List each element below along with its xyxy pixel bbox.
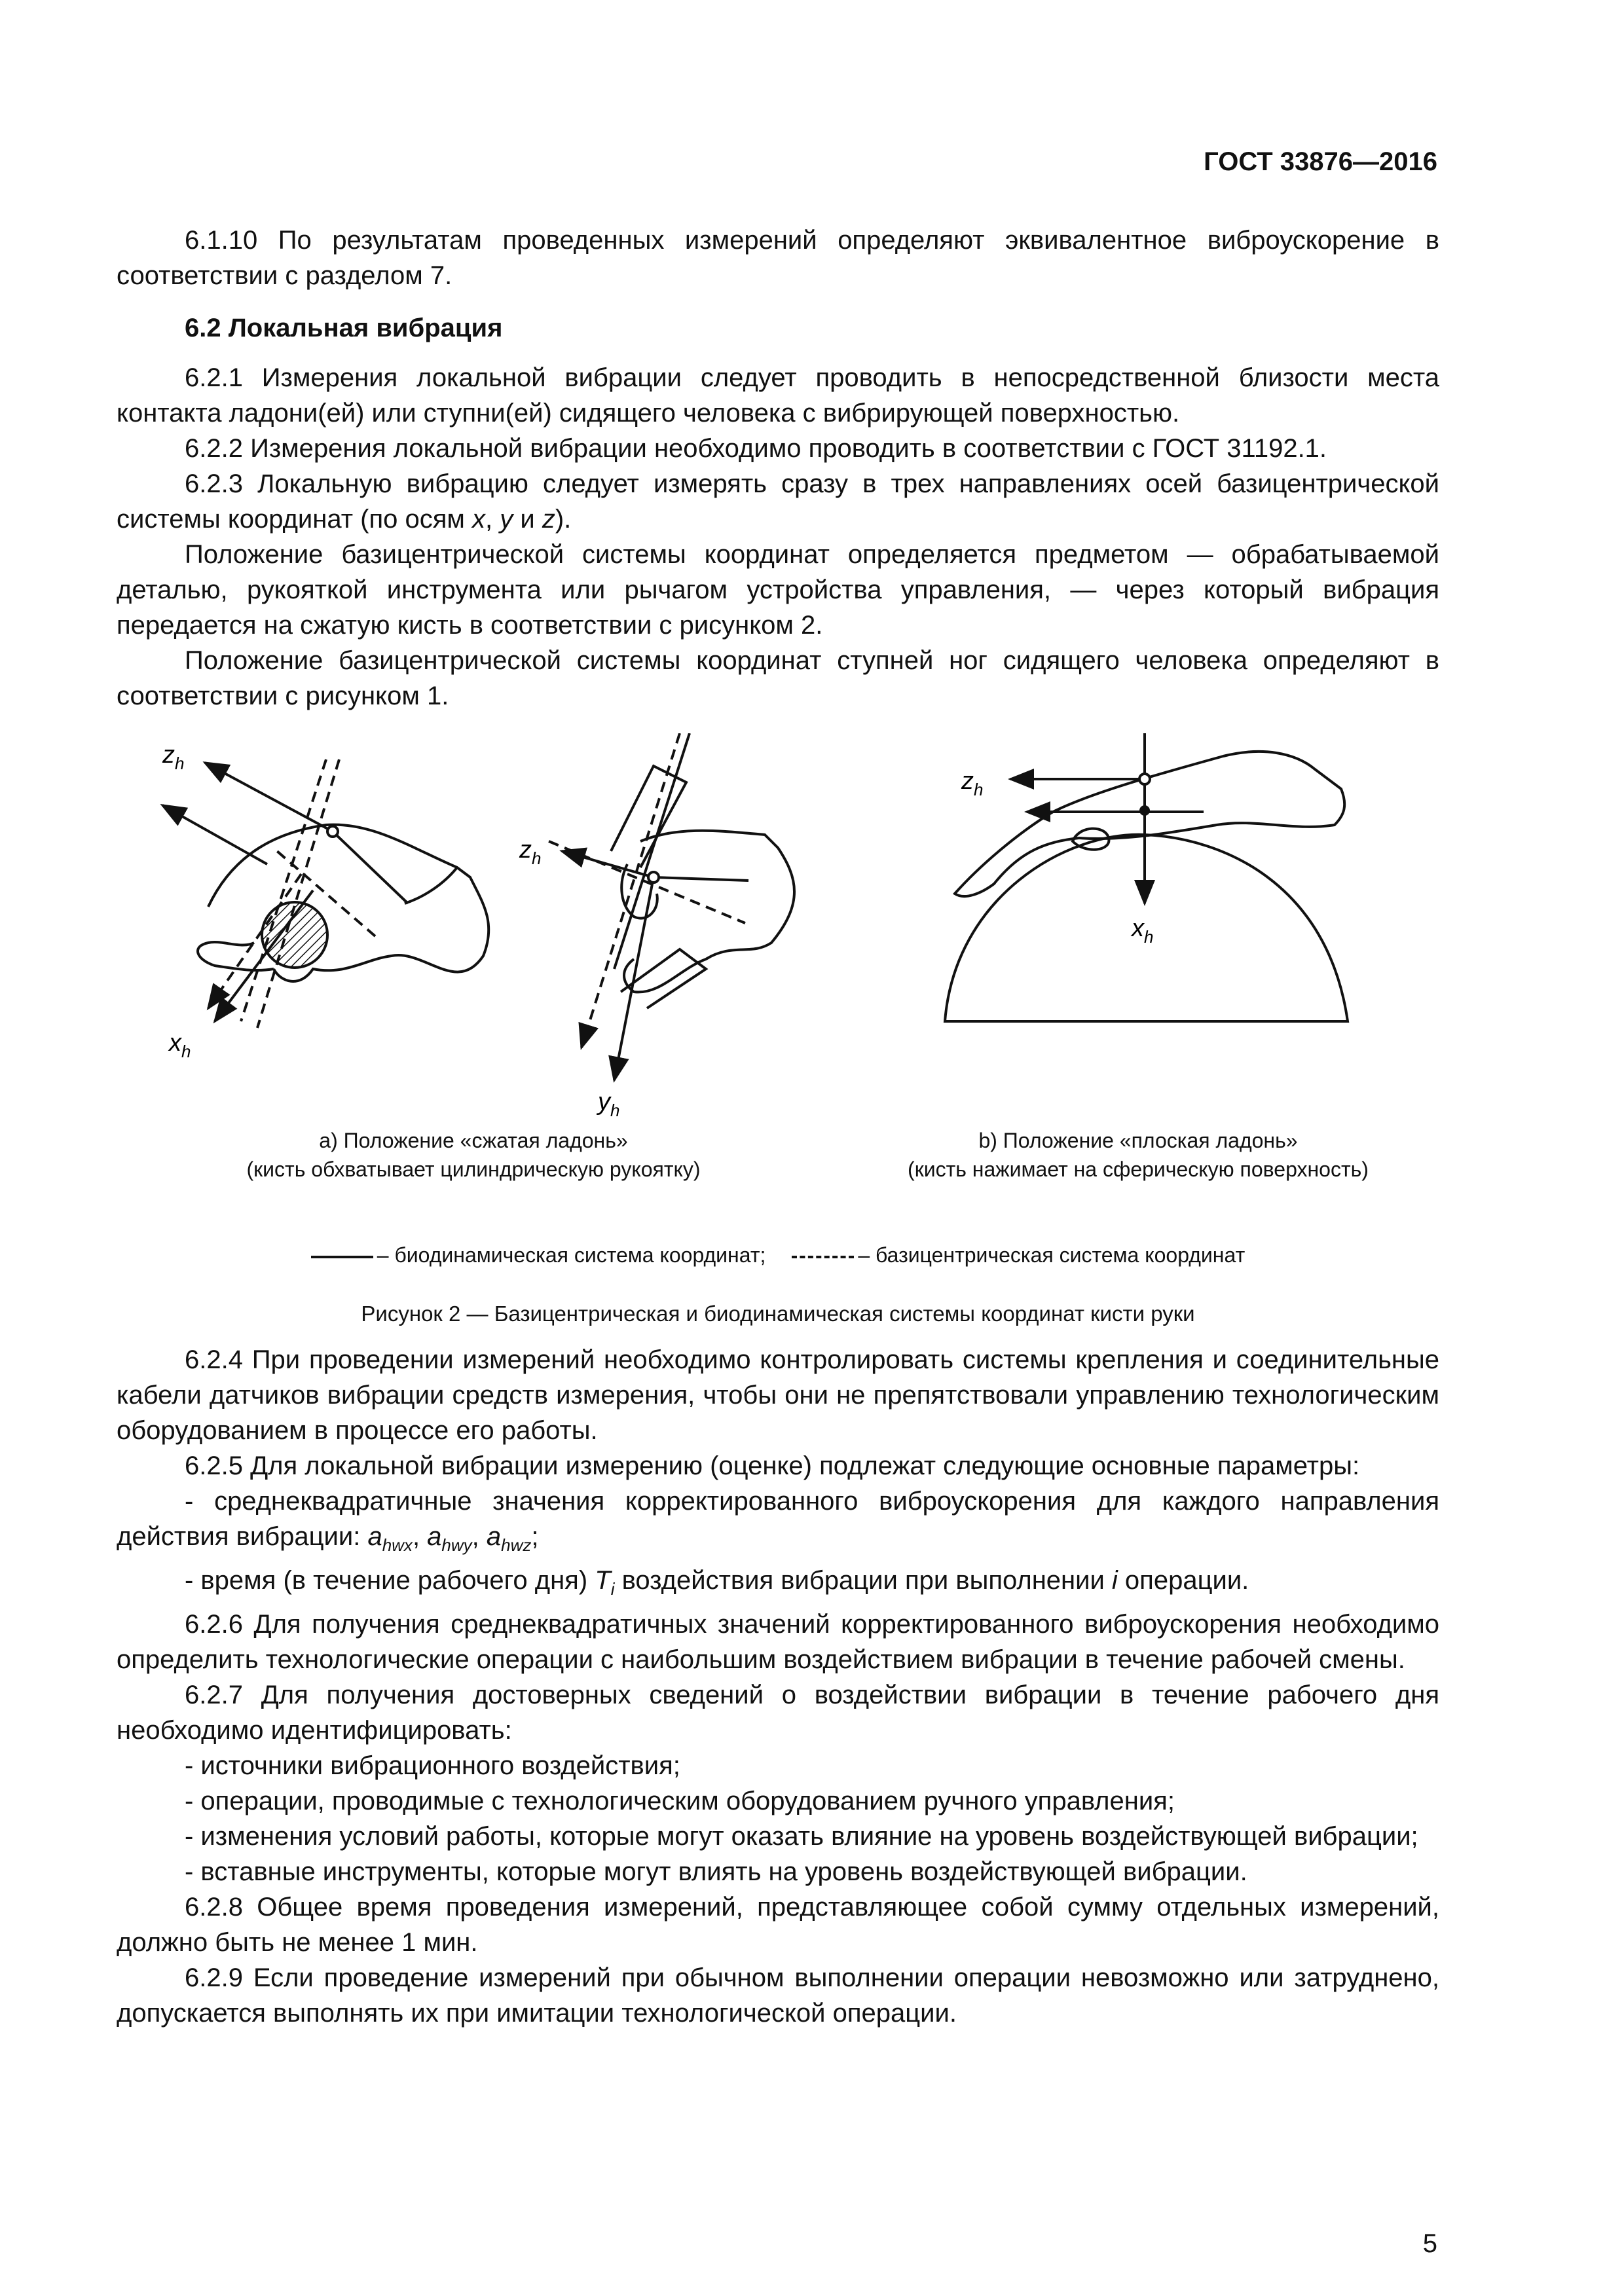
- list-item: - изменения условий работы, которые могут оказать влияние на уровень воздействующей вибрации;: [185, 1822, 1418, 1851]
- paragraph-position-2: Положение базицентрической системы координат ступней ног сидящего человека определяют в соответствии с рисунком 1.: [117, 646, 1439, 710]
- axis-label-zh-right: $z_h$: [961, 767, 984, 799]
- figure-2: [117, 733, 1439, 1342]
- page-body: [117, 223, 1439, 2031]
- list-item-6-2-5-2: - время (в течение рабочего дня) $T_i$ воздействия вибрации при выполнении i операции.: [185, 1566, 1249, 1599]
- paragraph-6-2-3: 6.2.3 Локальную вибрацию следует измерять сразу в трех направлениях осей базицентрической системы координат (по осям x, y и z).: [117, 469, 1439, 534]
- paragraph-6-2-9: 6.2.9 Если проведение измерений при обычном выполнении операции невозможно или затруднено, допускается выполнять их при имитации технологической операции.: [117, 1963, 1439, 2028]
- list-item: - операции, проводимые с технологическим оборудованием ручного управления;: [185, 1787, 1175, 1815]
- paragraph-6-1-10: 6.1.10 По результатам проведенных измерений определяют эквивалентное виброускорение в соответствии с разделом 7.: [117, 226, 1439, 290]
- document-header: ГОСТ 33876—2016: [1204, 147, 1437, 176]
- paragraph-6-2-5: 6.2.5 Для локальной вибрации измерению (оценке) подлежат следующие основные параметры:: [185, 1451, 1360, 1480]
- page-number: 5: [1422, 2229, 1437, 2258]
- paragraph-6-2-8: 6.2.8 Общее время проведения измерений, представляющее собой сумму отдельных измерений, должно быть не менее 1 мин.: [117, 1893, 1439, 1957]
- axis-label-zh-middle: $z_h$: [519, 836, 542, 868]
- solid-line-sample: [311, 1256, 373, 1258]
- axis-label-xh-right: $x_h$: [1132, 915, 1154, 947]
- caption-b: b) Положение «плоская ладонь» (кисть нажимает на сферическую поверхность): [908, 1129, 1369, 1181]
- axis-label-xh-left: $x_h$: [169, 1029, 191, 1061]
- flat-hand-drawing: [945, 733, 1348, 1021]
- paragraph-6-2-6: 6.2.6 Для получения среднеквадратичных значений корректированного виброускорения необходимо определить технологические операции с наибольшим воздействием вибрации в течение рабочей смены.: [117, 1610, 1439, 1674]
- figure-title: Рисунок 2 — Базицентрическая и биодинамическая системы координат кисти руки: [361, 1302, 1195, 1326]
- list-item-6-2-5-1: - среднеквадратичные значения корректированного виброускорения для каждого направления действия вибрации: $a_{hwx}$, $a_{hwy}$, $a_{hwz}$;: [117, 1487, 1439, 1555]
- list-item: - источники вибрационного воздействия;: [185, 1751, 680, 1780]
- paragraph-6-2-1: 6.2.1 Измерения локальной вибрации следует проводить в непосредственной близости места контакта ладони(ей) или ступни(ей) сидящего человека с вибрирующей поверхностью.: [117, 363, 1439, 428]
- list-item: - вставные инструменты, которые могут влиять на уровень воздействующей вибрации.: [185, 1857, 1247, 1886]
- paragraph-6-2-4: 6.2.4 При проведении измерений необходимо контролировать системы крепления и соединительные кабели датчиков вибрации средств измерения, чтобы они не препятствовали управлению технологическим оборудованием в процессе его работы.: [117, 1345, 1439, 1445]
- grip-hand-drawing: [162, 759, 489, 1028]
- axis-label-yh-middle: $y_h$: [598, 1088, 620, 1120]
- section-title-6-2: 6.2 Локальная вибрация: [185, 314, 503, 342]
- caption-a: а) Положение «сжатая ладонь» (кисть обхватывает цилиндрическую рукоятку): [246, 1129, 701, 1181]
- dashed-line-sample: [792, 1256, 854, 1258]
- grip-hand-side-drawing: [549, 733, 794, 1080]
- axis-label-zh-left: $z_h$: [162, 741, 185, 773]
- paragraph-6-2-2: 6.2.2 Измерения локальной вибрации необходимо проводить в соответствии с ГОСТ 31192.1.: [185, 434, 1327, 463]
- paragraph-6-2-7: 6.2.7 Для получения достоверных сведений о воздействии вибрации в течение рабочего дня необходимо идентифицировать:: [117, 1681, 1439, 1745]
- paragraph-position-1: Положение базицентрической системы координат определяется предметом — обрабатываемой деталью, рукояткой инструмента или рычагом устройства управления, — через который вибрация передается на сжатую кисть в соответствии с рисунком 2.: [117, 540, 1439, 640]
- figure-legend: – биодинамическая система координат; – базицентрическая система координат: [117, 1237, 1439, 1273]
